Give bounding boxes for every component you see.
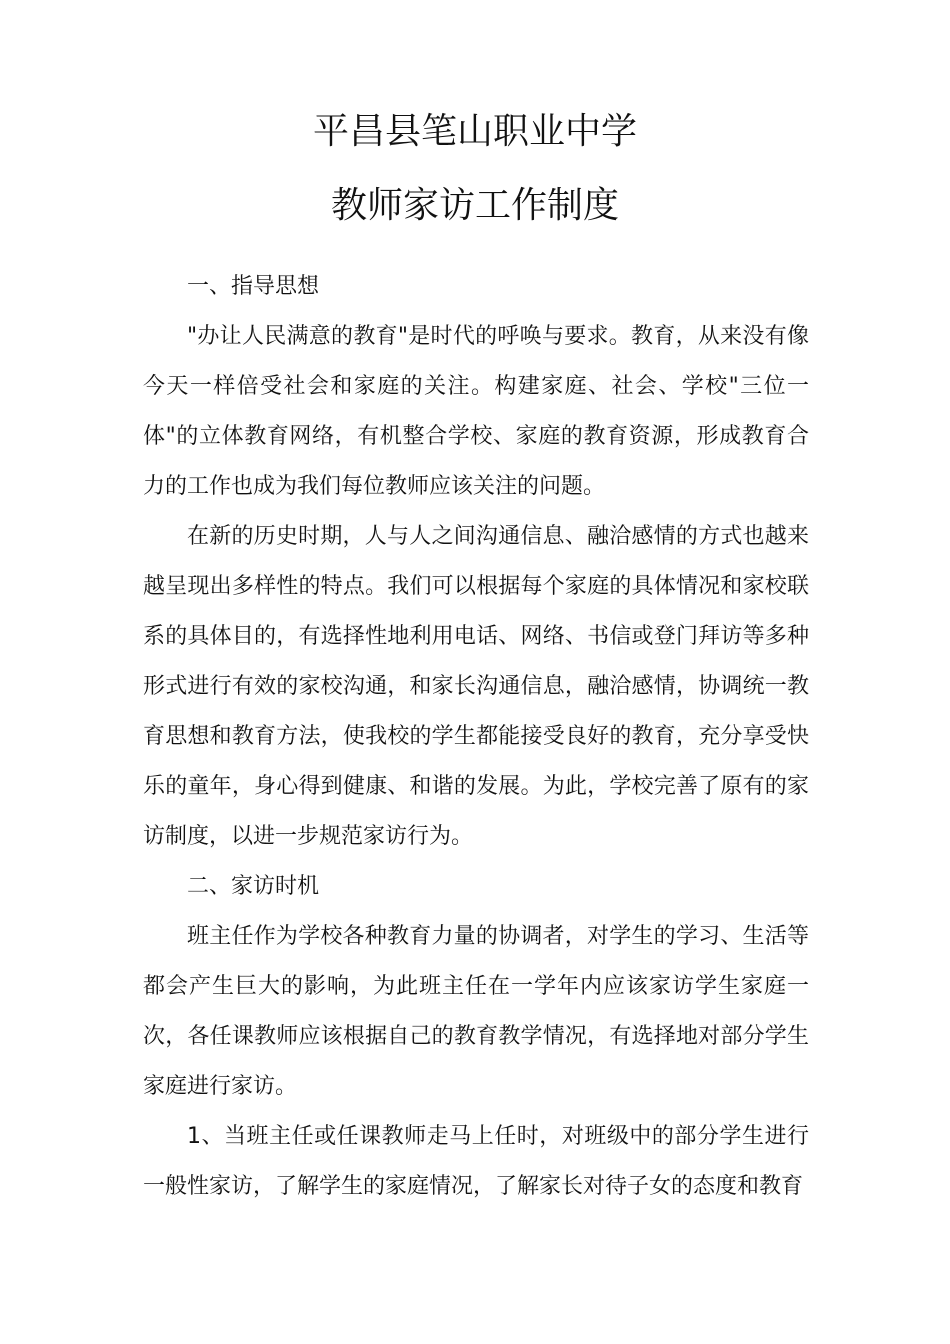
document-title-school: 平昌县笔山职业中学 bbox=[312, 111, 637, 152]
document-title-policy: 教师家访工作制度 bbox=[330, 185, 619, 226]
section-heading-guiding-ideology: 一、指导思想 bbox=[187, 274, 320, 299]
paragraph: 1、当班主任或任课教师走马上任时，对班级中的部分学生进行一般性家访，了解学生的家庭情况，了解家长对待子女的态度和教育 bbox=[143, 1124, 809, 1199]
paragraph: 班主任作为学校各种教育力量的协调者，对学生的学习、生活等都会产生巨大的影响，为此班主任在一学年内应该家访学生家庭一次，各任课教师应该根据自己的教育教学情况，有选择地对部分学生家庭进行家访。 bbox=[143, 924, 809, 1099]
paragraph: "办让人民满意的教育"是时代的呼唤与要求。教育，从来没有像今天一样倍受社会和家庭的关注。构建家庭、社会、学校"三位一体"的立体教育网络，有机整合学校、家庭的教育资源，形成教育合力的工作也成为我们每位教师应该关注的问题。 bbox=[143, 324, 809, 499]
paragraph: 在新的历史时期，人与人之间沟通信息、融洽感情的方式也越来越呈现出多样性的特点。我们可以根据每个家庭的具体情况和家校联系的具体目的，有选择性地利用电话、网络、书信或登门拜访等多种形式进行有效的家校沟通，和家长沟通信息，融洽感情，协调统一教育思想和教育方法，使我校的学生都能接受良好的教育，充分享受快乐的童年，身心得到健康、和谐的发展。为此，学校完善了原有的家访制度，以进一步规范家访行为。 bbox=[143, 524, 809, 849]
section-heading-home-visit-timing: 二、家访时机 bbox=[187, 874, 320, 899]
document-body bbox=[143, 262, 809, 1212]
